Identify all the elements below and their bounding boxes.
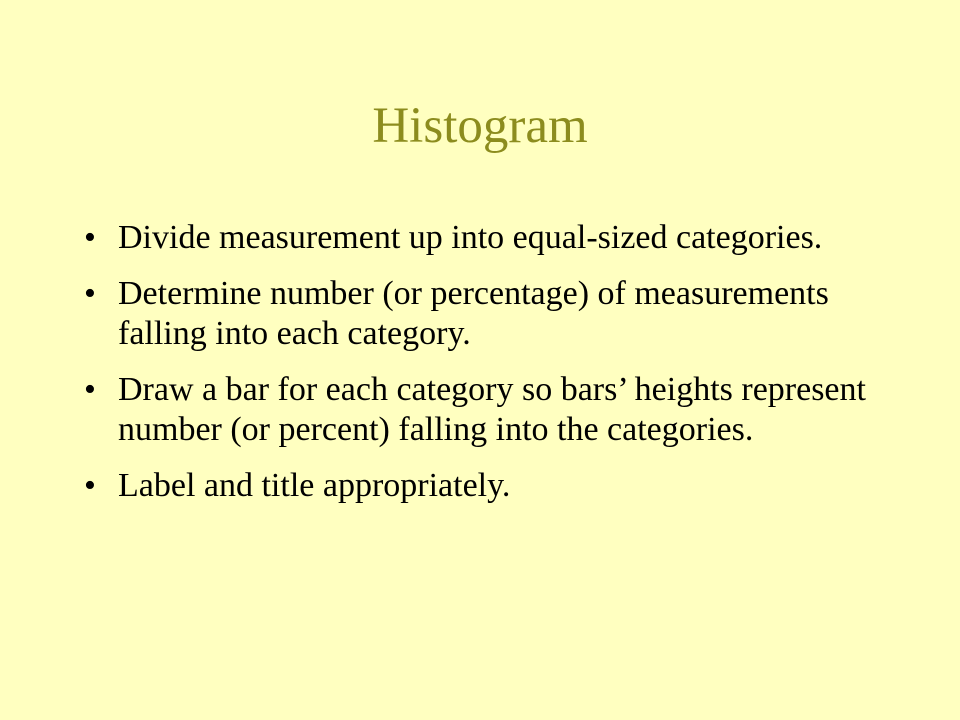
slide-title: Histogram <box>372 98 588 154</box>
bullet-item <box>84 218 884 258</box>
bullet-text: Draw a bar for each category so bars’ heights represent number (or percent) falling into the categories. <box>118 371 866 448</box>
bullet-icon: • <box>84 467 96 504</box>
bullet-icon: • <box>84 371 96 408</box>
bullet-item <box>84 274 884 354</box>
bullet-list <box>84 218 884 506</box>
bullet-text: Label and title appropriately. <box>118 467 511 504</box>
bullet-item <box>84 466 884 506</box>
bullet-text: Divide measurement up into equal-sized categories. <box>118 219 823 256</box>
bullet-text: Determine number (or percentage) of measurements falling into each category. <box>118 275 829 352</box>
bullet-icon: • <box>84 219 96 256</box>
bullet-icon: • <box>84 275 96 312</box>
bullet-item <box>84 370 884 450</box>
